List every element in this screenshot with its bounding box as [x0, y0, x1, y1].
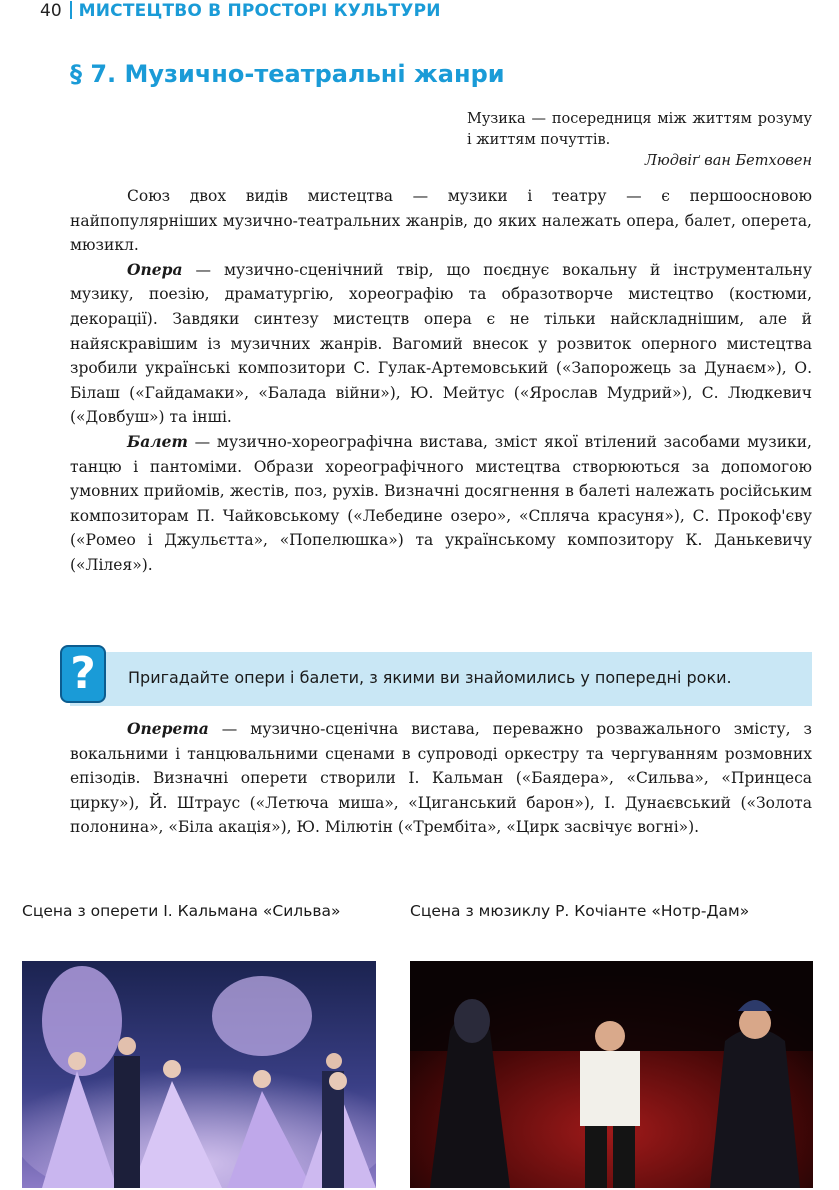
- header-divider: [70, 1, 72, 19]
- body-text-lower: [70, 717, 812, 840]
- figure-caption-notre-dame: Сцена з мюзиклу Р. Кочіанте «Нотр-Дам»: [410, 902, 750, 920]
- epigraph-author: Людвіґ ван Бетховен: [644, 153, 812, 169]
- page-number: 40: [40, 1, 62, 21]
- opera-paragraph: [70, 258, 812, 430]
- running-header: [40, 0, 441, 24]
- intro-paragraph: [70, 184, 812, 258]
- epigraph: [467, 109, 812, 172]
- ballet-paragraph: [70, 430, 812, 578]
- question-callout: [70, 648, 812, 706]
- operetta-paragraph: [70, 717, 812, 840]
- paragraph-text: — музично-сценічний твір, що поєднує вокальну й інструментальну музику, поезію, драматургію, хореографію та образотворче мистецтво (костюми, декорації). Завдяки синтезу мистецтв опера є не тільки найскладнішим, але й найяскравішим із музичних жанрів. Вагомий внесок у розвиток оперного мистецтва зробили українські композитори С. Гулак-Артемовський («Запорожець за Дунаєм»), О. Білаш («Гайдамаки», «Балада війни»), Ю. Мейтус («Ярослав Мудрий»), С. Людкевич («Довбуш») та інші.: [70, 260, 812, 427]
- section-title: МИСТЕЦТВО В ПРОСТОРІ КУЛЬТУРИ: [78, 1, 441, 21]
- question-mark-icon: ?: [60, 645, 106, 703]
- term-opera: Опера: [127, 259, 183, 279]
- paragraph-text: — музично-сценічна вистава, переважно розважального змісту, з вокальними і танцювальними сценами в супроводі оркестру та чергуванням розмовних епізодів. Визначні оперети створили І. Кальман («Баядера», «Сильва», «Принцеса цирку»), Й. Штраус («Летюча миша», «Циганський барон»), І. Дунаєвський («Золота полонина», «Біла акація»), Ю. Мілютін («Трембіта», «Цирк засвічує вогні»).: [70, 720, 812, 837]
- figure-caption-silva: Сцена з оперети І. Кальмана «Сильва»: [22, 902, 341, 920]
- body-text-upper: [70, 184, 812, 578]
- term-operetta: Оперета: [127, 719, 209, 738]
- chapter-title: § 7. Музично-театральні жанри: [70, 60, 505, 88]
- callout-text: Пригадайте опери і балети, з якими ви знайомились у попередні роки.: [128, 668, 732, 687]
- paragraph-text: Союз двох видів мистецтва — музики і театру — є першоосновою найпопулярніших музично-театральних жанрів, до яких належать опера, балет, оперета, мюзикл.: [70, 187, 812, 255]
- paragraph-text: — музично-хореографічна вистава, зміст якої втілений засобами музики, танцю і пантоміми. Образи хореографічного мистецтва створюються за допомогою умовних прийомів, жестів, поз, рухів. Визначні досягнення в балеті належать російським композиторам П. Чайковському («Лебедине озеро», «Спляча красуня»), С. Прокоф'єву («Ромео і Джульєтта», «Попелюшка») та українському композитору К. Данькевичу («Лілея»).: [70, 432, 812, 574]
- term-ballet: Балет: [127, 431, 188, 451]
- epigraph-quote: Музика — посередниця між життям розуму і життям почуттів.: [467, 111, 812, 148]
- photo-musical-scene: [410, 961, 813, 1188]
- photo-operetta-scene: [22, 961, 376, 1188]
